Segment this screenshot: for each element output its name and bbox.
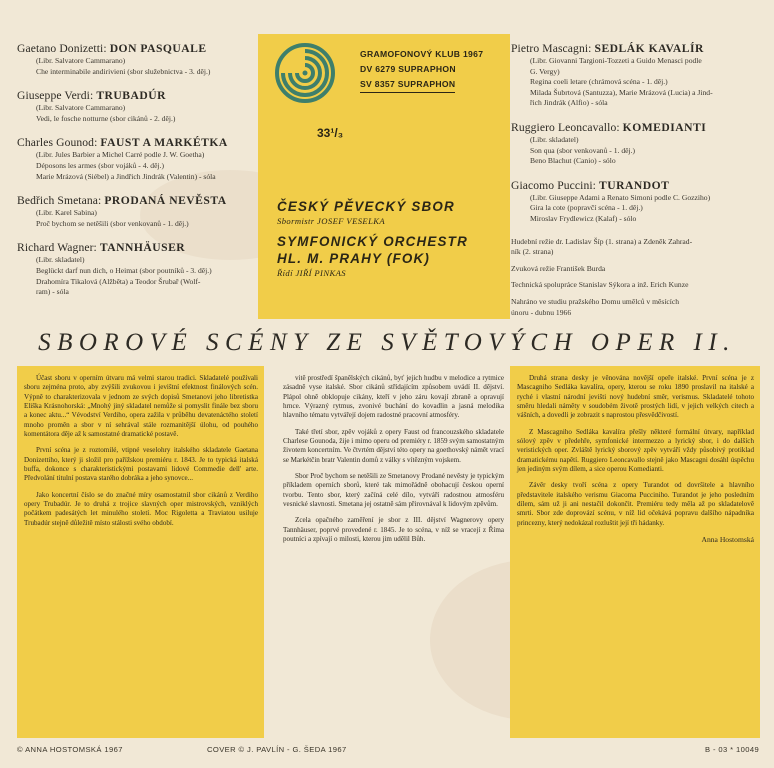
work-detail: Che interminabile andirivieni (sbor služebnictva - 3. děj.) — [36, 66, 211, 76]
chorus-name: ČESKÝ PĚVECKÝ SBOR — [277, 199, 455, 214]
work-detail: (Libr. Salvatore Cammarano) — [36, 56, 126, 65]
catalog-number-sv: SV 8357 SUPRAPHON — [360, 77, 455, 93]
work-entry — [17, 89, 275, 124]
chorus-master: Sbormistr JOSEF VESELKA — [277, 216, 386, 226]
work-detail: Gira la cote (popravčí scéna - 1. děj.) — [530, 203, 643, 213]
program-side-2 — [511, 42, 766, 330]
copyright-text: © ANNA HOSTOMSKÁ 1967 — [17, 745, 123, 754]
opera-title: KOMEDIANTI — [622, 120, 707, 134]
work-detail: (Libr. Salvatore Cammarano) — [36, 103, 126, 113]
composer: Bedřich Smetana: — [17, 194, 102, 208]
credits — [511, 237, 766, 319]
work-detail: Beglückt darf nun dich, o Heimat (sbor poutníků - 3. děj.) — [36, 265, 212, 275]
work-detail: Beno Blachut (Canio) - sólo — [530, 156, 616, 166]
record-speed: 33¹/₃ — [317, 126, 344, 140]
composer: Giacomo Puccini: — [511, 178, 596, 192]
club-line: GRAMOFONOVÝ KLUB 1967 — [360, 49, 484, 59]
work-entry — [511, 179, 766, 225]
composer: Pietro Mascagni: — [511, 42, 592, 55]
note-paragraph: Účast sboru v operním útvaru má velmi starou tradici. Skladatelé používali sboru zejména proto, aby zvýšili zvukovou i jevištní efektnost finálových scén. Výpně to charakterizovala v jednom ze svých dopisů Smetanovi jeho libretistka Eliška Krásnohorská: „Mnohý jiný skladatel nemůže si pomyslit finále bez sboru a konec aktu...“ Vévodství Verdiho, opera zažila v průběhu devatenáctého století mnoho proměn a sbor v ní sehrával stále rozmanitější úlohu, od pouhého komentátora děje až k samostatné dramatické postavě. — [24, 374, 258, 439]
performers — [277, 198, 507, 285]
opera-title: PRODANÁ NEVĚSTA — [104, 194, 227, 208]
work-entry — [17, 241, 275, 297]
orchestra-name-2: HL. M. PRAHY (FOK) — [277, 251, 431, 266]
composer: Giuseppe Verdi: — [17, 89, 94, 103]
credit-line: únoru - dubnu 1966 — [511, 307, 572, 317]
work-entry — [17, 194, 275, 229]
work-detail: (Libr. Giovanni Targioni-Tozzeti a Guido Menasci podle — [530, 56, 702, 65]
work-detail: Miroslav Frydlewicz (Kalaf) - sólo — [530, 213, 637, 223]
opera-title: SEDLÁK KAVALÍR — [594, 42, 704, 55]
credit-line: Zvuková režie František Burda — [511, 263, 606, 273]
work-detail: Vedi, le fosche notturne (sbor cikánů - 2. děj.) — [36, 113, 176, 123]
supraphon-logo-icon — [275, 43, 335, 103]
work-detail: řich Jindrák (Alfio) - sóla — [530, 98, 608, 108]
credit-line: Nahráno ve studiu pražského Domu umělců v měsících — [511, 296, 680, 306]
note-paragraph: První scéna je z roztomilé, vtipné veselohry italského skladatele Gaetana Donizettiho, který ji složil pro pařížskou premiéru r. 1843. Je to typická italská buffa, dokonce s charakteristickými postavami lidové Commedie dell' arte. Předvolání titulní postava starého dobráka a jeho synovce... — [24, 446, 258, 483]
work-detail: (Libr. skladatel) — [530, 134, 579, 144]
note-paragraph: Sbor Proč bychom se netěšili ze Smetanovy Prodané nevěsty je typickým příkladem operních sborů, které tak mimořádně obohacují českou operní tvorbu. Tento sbor, který začíná celé dílo, vytváří radostnou atmosféru vesnické slavnosti. Smetana jej ostatně sám přirovnával k lidovým zpěvům. — [283, 472, 504, 509]
note-paragraph: Závěr desky tvoří scéna z opery Turandot od dovršitele a hlavního představitele italského verismu Giacoma Pucciniho. Turandot je jeho posledním dílem, sám už ji ani nestačil dokončit. Premiéru tedy měla až po skladatelově smrti. Sbor zde doprovází scénu, v níž lid očekává popravu dalšího nápadníka princezny, který nedokázal rozluštit její tři hádanky. — [517, 481, 754, 527]
note-paragraph: Také třetí sbor, zpěv vojáků z opery Faust od francouzského skladatele Charlese Gounoda, žije i mimo operu od premiéry r. 1859 svým samostatným životem koncertním. Ve čtvrtém dějství této opery na goethovský námět vrací se Markétčin bratr Valentin domů z války s vítězným vojskem. — [283, 427, 504, 464]
note-paragraph: vitě prostředí španělských cikánů, byť jejich hudbu v melodice a rytmice zásadně vyse italské. Sbor cikánů střídajícím způsobem uvádí II. dějství. Plápol ohně obklopuje cikány, kteří v jeho záru kovají zbraně a opravují hrnce. Výrazný rytmus, zvonivé buchání do kovadlin a jasná melodika hlavního tématu vytvářejí dojem radostné pracovní atmosféry. — [283, 374, 504, 420]
catalog-code: B - 03 * 10049 — [705, 745, 760, 754]
work-detail: (Libr. Giuseppe Adami a Renato Simoni podle C. Gozziho) — [530, 192, 711, 202]
note-paragraph: Jako koncertní číslo se do značné míry osamostatnil sbor cikánů z Verdiho opery Trubadúr. Je to druhá z trojice slavných oper mistrovských, vzniklých počátkem padesátých let minulého století. Moc Rigoletta a Traviatou usiluje Trubadúr stejně důležitě místo stálosti svého období. — [24, 490, 258, 527]
note-paragraph: Z Mascagniho Sedláka kavalíra přešly některé formální útvary, například sólový zpěv v předehře, symfonické intermezzo a lyrický sbor, i do dalších veristických oper. Zvláště lyrický sborový zpěv vytváří vždy působivý protiklad dramatickému napětí. Ruggiero Leoncavallo stejně jako Mascagni dosáhl úspěchu jen jediným svým dílem, a sice operou Komedianti. — [517, 427, 754, 474]
credit-line: Technická spolupráce Stanislav Sýkora a inž. Erich Kunze — [511, 280, 689, 290]
composer: Richard Wagner: — [17, 241, 97, 255]
work-detail: Regina coeli letare (chrámová scéna - 1. děj.) — [530, 77, 668, 87]
work-detail: (Libr. skladatel) — [36, 255, 85, 265]
work-detail: Milada Šubrtová (Santuzza), Marie Mrázová (Lucia) a Jind- — [530, 87, 713, 97]
work-detail: Drahomíra Tikalová (Alžběta) a Teodor Šrubař (Wolf- — [36, 276, 201, 286]
opera-title: TRUBADÚR — [96, 89, 167, 103]
note-paragraph: Druhá strana desky je věnována novější opeře italské. První scéna je z Mascagniho Sedláka kavalíra, opery, kterou se roku 1890 proslavil na italské a ryché i vlastní národní jevišti nový hudební směr, verismus. Skladatelé tohoto směru hledali náměty v soudobém životě prostých lidí, v jejich velkých citech a vášních, a dovedli je zobrazit s naprostou přesvědčivostí. — [517, 374, 754, 420]
album-title: SBOROVÉ SCÉNY ZE SVĚTOVÝCH OPER II. — [38, 329, 736, 356]
opera-title: DON PASQUALE — [109, 42, 207, 55]
work-detail: Déposons les armes (sbor vojáků - 4. děj.) — [36, 160, 165, 170]
author-signature: Anna Hostomská — [701, 535, 754, 545]
work-entry — [17, 42, 275, 77]
catalog-info — [360, 47, 483, 93]
work-detail: G. Vergy) — [530, 66, 560, 76]
liner-notes-column-2 — [283, 374, 504, 552]
conductor: Řídí JIŘÍ PINKAS — [277, 268, 346, 278]
liner-notes-column-3 — [517, 374, 754, 545]
cover-credit: COVER © J. PAVLÍN - G. ŠEDA 1967 — [207, 745, 347, 754]
work-detail: ram) - sóla — [36, 287, 69, 297]
composer: Ruggiero Leoncavallo: — [511, 120, 620, 134]
composer: Gaetano Donizetti: — [17, 42, 107, 55]
work-detail: Proč bychom se netěšili (sbor venkovanů - 1. děj.) — [36, 218, 189, 228]
work-entry — [511, 42, 766, 109]
opera-title: FAUST A MARKÉTKA — [100, 136, 228, 150]
credit-line: ník (2. strana) — [511, 247, 554, 257]
work-detail: (Libr. Jules Barbier a Michel Carré podle J. W. Goetha) — [36, 150, 205, 160]
program-side-1 — [17, 42, 275, 310]
liner-notes-column-1 — [24, 374, 258, 535]
credit-line: Hudební režie dr. Ladislav Šíp (1. strana) a Zdeněk Zahrad- — [511, 236, 693, 246]
note-paragraph: Zcela opačného zaměření je sbor z III. dějství Wagnerovy opery Tannhäuser, poprvé provedené r. 1845. Je to scéna, v níž se vracejí z Říma poutníci a zpívají o milosti, kterou jim udělil Bůh. — [283, 516, 504, 544]
work-detail: (Libr. Karel Sabina) — [36, 208, 97, 218]
opera-title: TURANDOT — [599, 178, 670, 192]
work-entry — [511, 121, 766, 167]
work-entry — [17, 136, 275, 182]
orchestra-name-1: SYMFONICKÝ ORCHESTR — [277, 234, 468, 249]
opera-title: TANNHÄUSER — [99, 241, 186, 255]
catalog-number-dv: DV 6279 SUPRAPHON — [360, 64, 456, 74]
work-detail: Son qua (sbor venkovanů - 1. děj.) — [530, 145, 636, 155]
composer: Charles Gounod: — [17, 136, 98, 150]
work-detail: Marie Mrázová (Siébel) a Jindřich Jindrák (Valentin) - sóla — [36, 171, 216, 181]
